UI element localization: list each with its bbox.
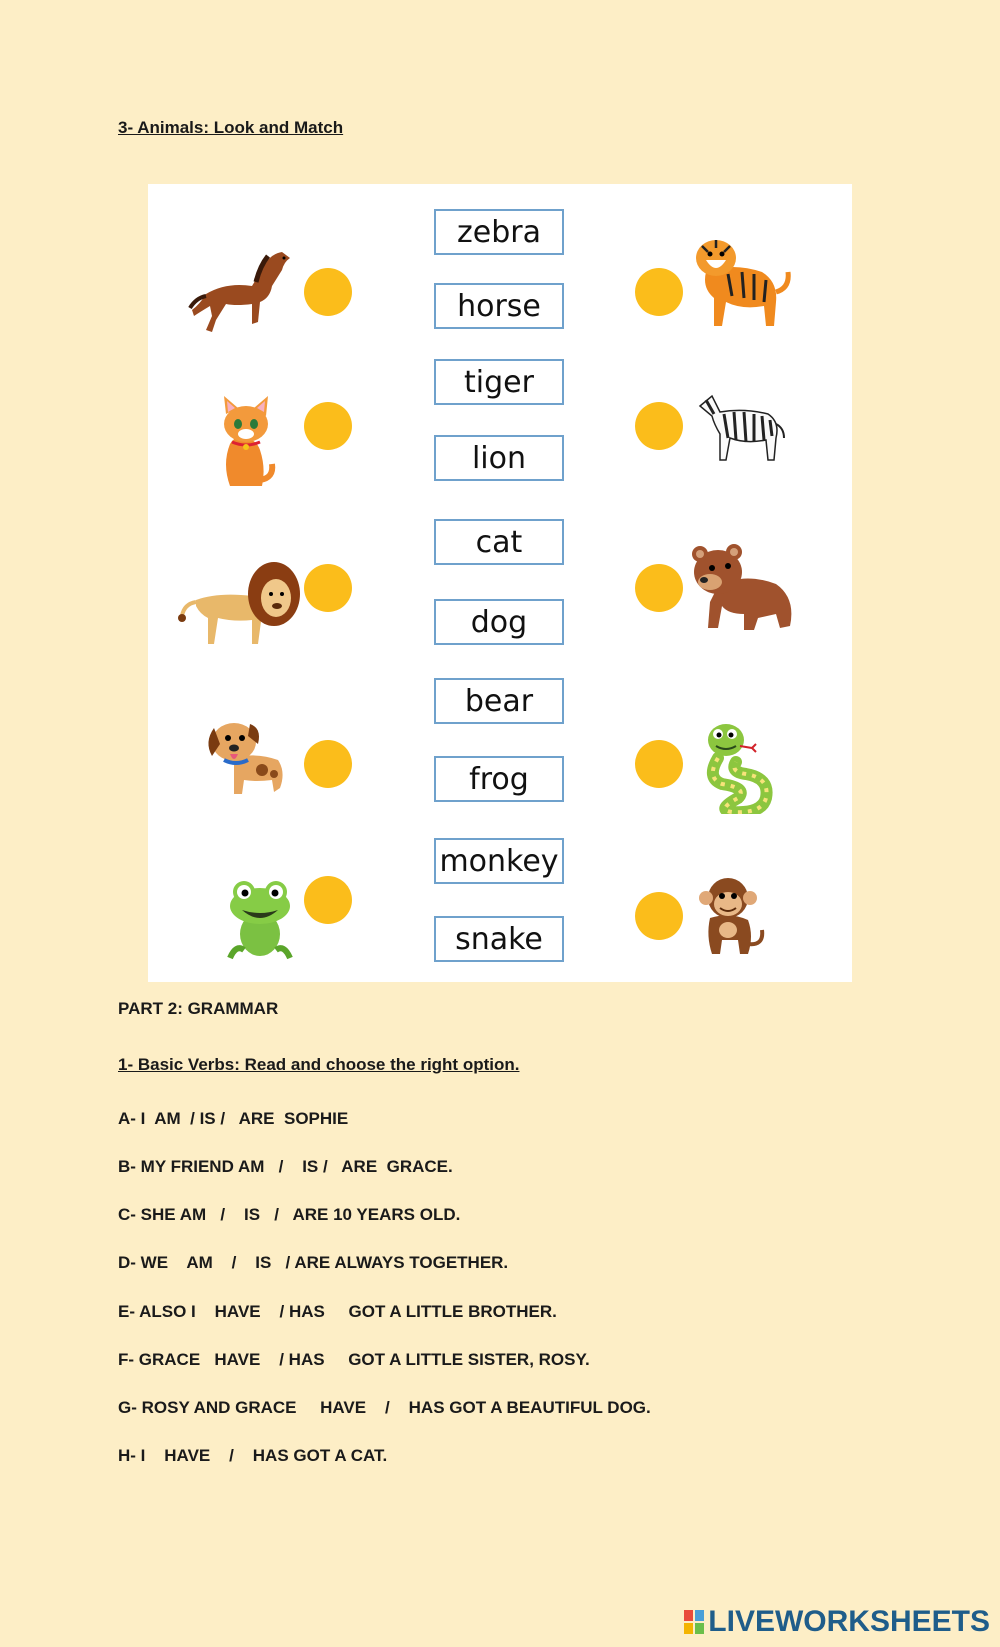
sentence-prefix: D- WE	[118, 1253, 187, 1272]
word-box-bear[interactable]: bear	[434, 678, 564, 724]
sentence-suffix: GOT A LITTLE SISTER, ROSY.	[324, 1350, 590, 1369]
lion-picture	[178, 554, 302, 654]
right-dot-zebra[interactable]	[635, 402, 683, 450]
option-separator: /	[366, 1398, 409, 1417]
word-box-horse[interactable]: horse	[434, 283, 564, 329]
sentence-prefix: F- GRACE	[118, 1350, 215, 1369]
snake-picture	[696, 718, 776, 814]
verb-option-are[interactable]: ARE	[341, 1157, 378, 1176]
verbs-heading: 1- Basic Verbs: Read and choose the right option.	[118, 1055, 520, 1074]
verb-option-has[interactable]: HAS	[288, 1302, 325, 1321]
option-separator: /	[264, 1157, 303, 1176]
option-separator: /	[215, 1109, 239, 1128]
word-box-snake[interactable]: snake	[434, 916, 564, 962]
word-box-zebra[interactable]: zebra	[434, 209, 564, 255]
liveworksheets-logo-icon	[684, 1610, 704, 1634]
tiger-picture	[692, 232, 792, 332]
left-dot-cat[interactable]	[304, 402, 352, 450]
option-separator: /	[318, 1157, 342, 1176]
verb-option-am[interactable]: AM	[154, 1109, 181, 1128]
sentence-suffix: ALWAYS TOGETHER.	[330, 1253, 509, 1272]
right-dot-monkey[interactable]	[635, 892, 683, 940]
option-separator: /	[212, 1253, 256, 1272]
brand-name: LIVEWORKSHEETS	[708, 1605, 990, 1638]
sentence-prefix: H- I	[118, 1446, 165, 1465]
word-box-frog[interactable]: frog	[434, 756, 564, 802]
option-separator: /	[260, 1205, 293, 1224]
right-dot-tiger[interactable]	[635, 268, 683, 316]
sentence-g	[118, 1398, 651, 1418]
verb-option-is[interactable]: IS	[255, 1253, 272, 1272]
sentence-prefix: A- I	[118, 1109, 155, 1128]
sentence-prefix: C- SHE	[118, 1205, 180, 1224]
sentence-prefix: E- ALSO I	[118, 1302, 215, 1321]
sentence-d	[118, 1253, 508, 1273]
word-box-lion[interactable]: lion	[434, 435, 564, 481]
matching-panel	[148, 184, 852, 982]
verb-option-has[interactable]: HAS	[288, 1350, 325, 1369]
sentence-suffix: GRACE.	[377, 1157, 453, 1176]
sentence-suffix: GOT A CAT.	[288, 1446, 388, 1465]
bear-picture	[688, 542, 800, 636]
verb-option-am[interactable]: AM	[237, 1157, 265, 1176]
sentence-e	[118, 1302, 557, 1322]
sentence-h	[118, 1446, 387, 1466]
verb-option-has[interactable]: HAS	[408, 1398, 445, 1417]
verb-option-is[interactable]: IS	[199, 1109, 216, 1128]
left-dot-horse[interactable]	[304, 268, 352, 316]
verb-option-am[interactable]: AM	[179, 1205, 207, 1224]
verb-option-have[interactable]: HAVE	[214, 1302, 261, 1321]
verb-option-have[interactable]: HAVE	[214, 1350, 261, 1369]
verb-option-are[interactable]: ARE	[294, 1253, 331, 1272]
dog-picture	[204, 708, 290, 800]
verb-option-am[interactable]: AM	[186, 1253, 213, 1272]
option-separator: /	[271, 1253, 295, 1272]
sentence-suffix: SOPHIE	[274, 1109, 349, 1128]
verb-option-are[interactable]: ARE	[238, 1109, 275, 1128]
sentence-b	[118, 1157, 453, 1177]
sentence-suffix: GOT A BEAUTIFUL DOG.	[444, 1398, 651, 1417]
sentence-a	[118, 1109, 348, 1129]
option-separator: /	[260, 1350, 289, 1369]
option-separator: /	[180, 1109, 200, 1128]
frog-picture	[222, 878, 298, 962]
verb-option-has[interactable]: HAS	[252, 1446, 289, 1465]
right-dot-bear[interactable]	[635, 564, 683, 612]
verb-option-are[interactable]: ARE	[292, 1205, 329, 1224]
exercise-title: 3- Animals: Look and Match	[118, 118, 344, 137]
word-box-dog[interactable]: dog	[434, 599, 564, 645]
verb-option-is[interactable]: IS	[243, 1205, 261, 1224]
left-dot-frog[interactable]	[304, 876, 352, 924]
horse-picture	[186, 246, 296, 336]
left-dot-lion[interactable]	[304, 564, 352, 612]
monkey-picture	[690, 874, 770, 958]
sentence-suffix: GOT A LITTLE BROTHER.	[324, 1302, 557, 1321]
part-heading: PART 2: GRAMMAR	[118, 999, 279, 1018]
right-dot-snake[interactable]	[635, 740, 683, 788]
word-box-monkey[interactable]: monkey	[434, 838, 564, 884]
word-box-cat[interactable]: cat	[434, 519, 564, 565]
sentence-prefix: G- ROSY AND GRACE	[118, 1398, 321, 1417]
verb-option-have[interactable]: HAVE	[164, 1446, 211, 1465]
zebra-picture	[690, 388, 788, 462]
cat-picture	[212, 394, 282, 494]
sentence-f	[118, 1350, 590, 1370]
sentence-prefix: B- MY FRIEND	[118, 1157, 238, 1176]
verb-option-is[interactable]: IS	[302, 1157, 319, 1176]
left-dot-dog[interactable]	[304, 740, 352, 788]
sentence-suffix: 10 YEARS OLD.	[328, 1205, 461, 1224]
option-separator: /	[210, 1446, 253, 1465]
option-separator: /	[206, 1205, 244, 1224]
sentence-c	[118, 1205, 460, 1225]
word-box-tiger[interactable]: tiger	[434, 359, 564, 405]
liveworksheets-logo	[684, 1605, 990, 1639]
verb-option-have[interactable]: HAVE	[320, 1398, 367, 1417]
option-separator: /	[260, 1302, 289, 1321]
